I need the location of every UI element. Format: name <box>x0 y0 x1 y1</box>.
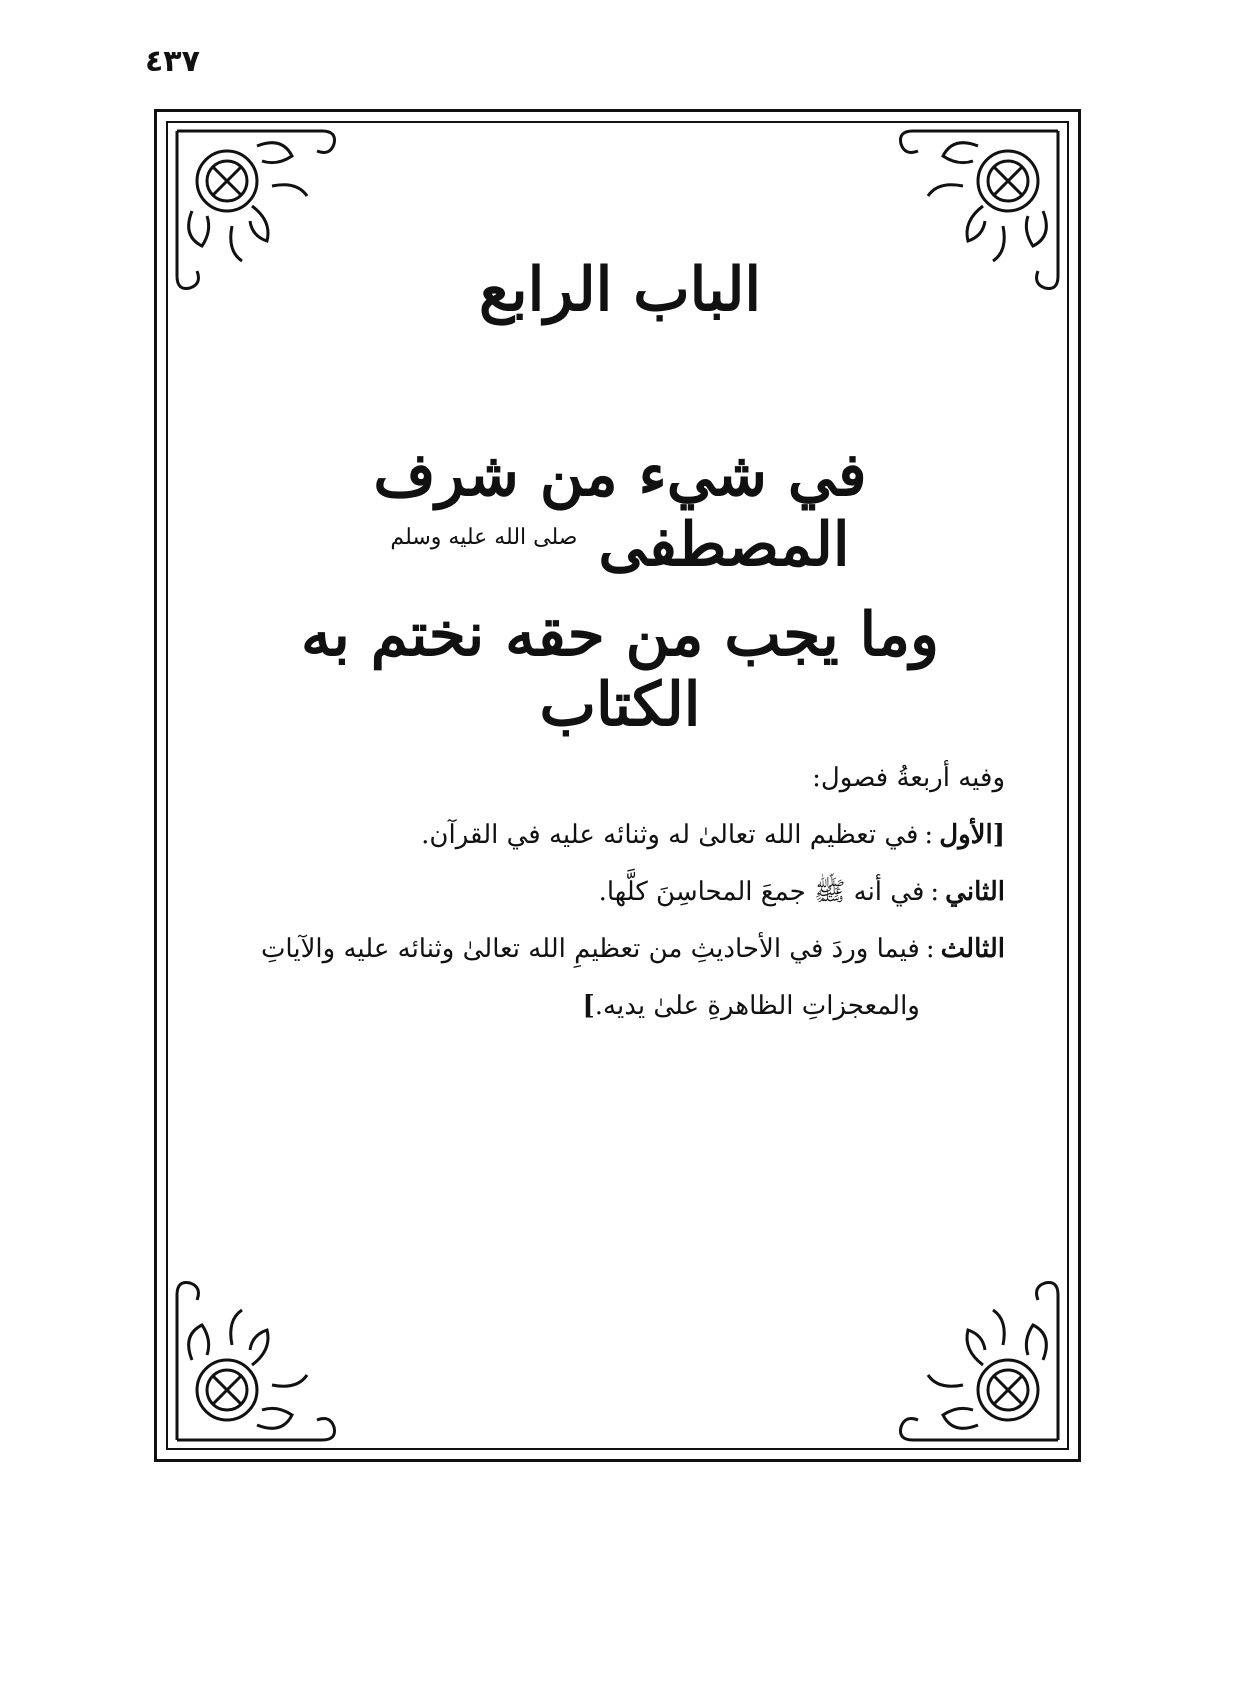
corner-ornament-icon <box>893 1275 1063 1445</box>
corner-ornament-bottom-right <box>893 1275 1063 1445</box>
section-separator: : <box>930 877 940 907</box>
section-text-body: فيما وردَ في الأحاديثِ من تعظيمِ الله تعالىٰ وثنائه عليه والآياتِ والمعجزاتِ الظاهرةِ علىٰ يديه. <box>260 934 920 1021</box>
chapter-title-text: في شيء من شرف المصطفى <box>373 440 867 580</box>
chapter-title-line-1 <box>250 440 990 580</box>
close-bracket: ] <box>582 991 595 1021</box>
section-label: الأول <box>939 820 993 850</box>
section-separator: : <box>924 820 934 850</box>
section-label: الثاني <box>945 877 1005 907</box>
section-item-second <box>225 864 1005 921</box>
corner-ornament-bottom-left <box>172 1275 342 1445</box>
section-item-first <box>225 807 1005 864</box>
open-bracket: [ <box>992 820 1005 850</box>
corner-ornament-icon <box>172 1275 342 1445</box>
honorific-mark: صلى الله عليه وسلم <box>390 525 578 550</box>
section-text-body: في تعظيم الله تعالىٰ له وثنائه عليه في القرآن. <box>421 820 919 850</box>
contents-intro: وفيه أربعةُ فصول: <box>812 763 1005 793</box>
section-text <box>225 864 924 921</box>
chapter-title-line-2: وما يجب من حقه نختم به الكتاب <box>301 600 939 740</box>
page-number: ٤٣٧ <box>145 44 200 79</box>
section-text <box>225 807 918 864</box>
section-label: الثالث <box>940 934 1005 964</box>
chapter-contents <box>225 750 1005 1035</box>
section-item-third <box>225 921 1005 1035</box>
chapter-heading: الباب الرابع <box>478 255 762 325</box>
section-separator: : <box>925 934 935 964</box>
section-text-body: في أنه ﷺ جمعَ المحاسِنَ كلَّها. <box>598 877 925 907</box>
section-text <box>225 921 920 1035</box>
